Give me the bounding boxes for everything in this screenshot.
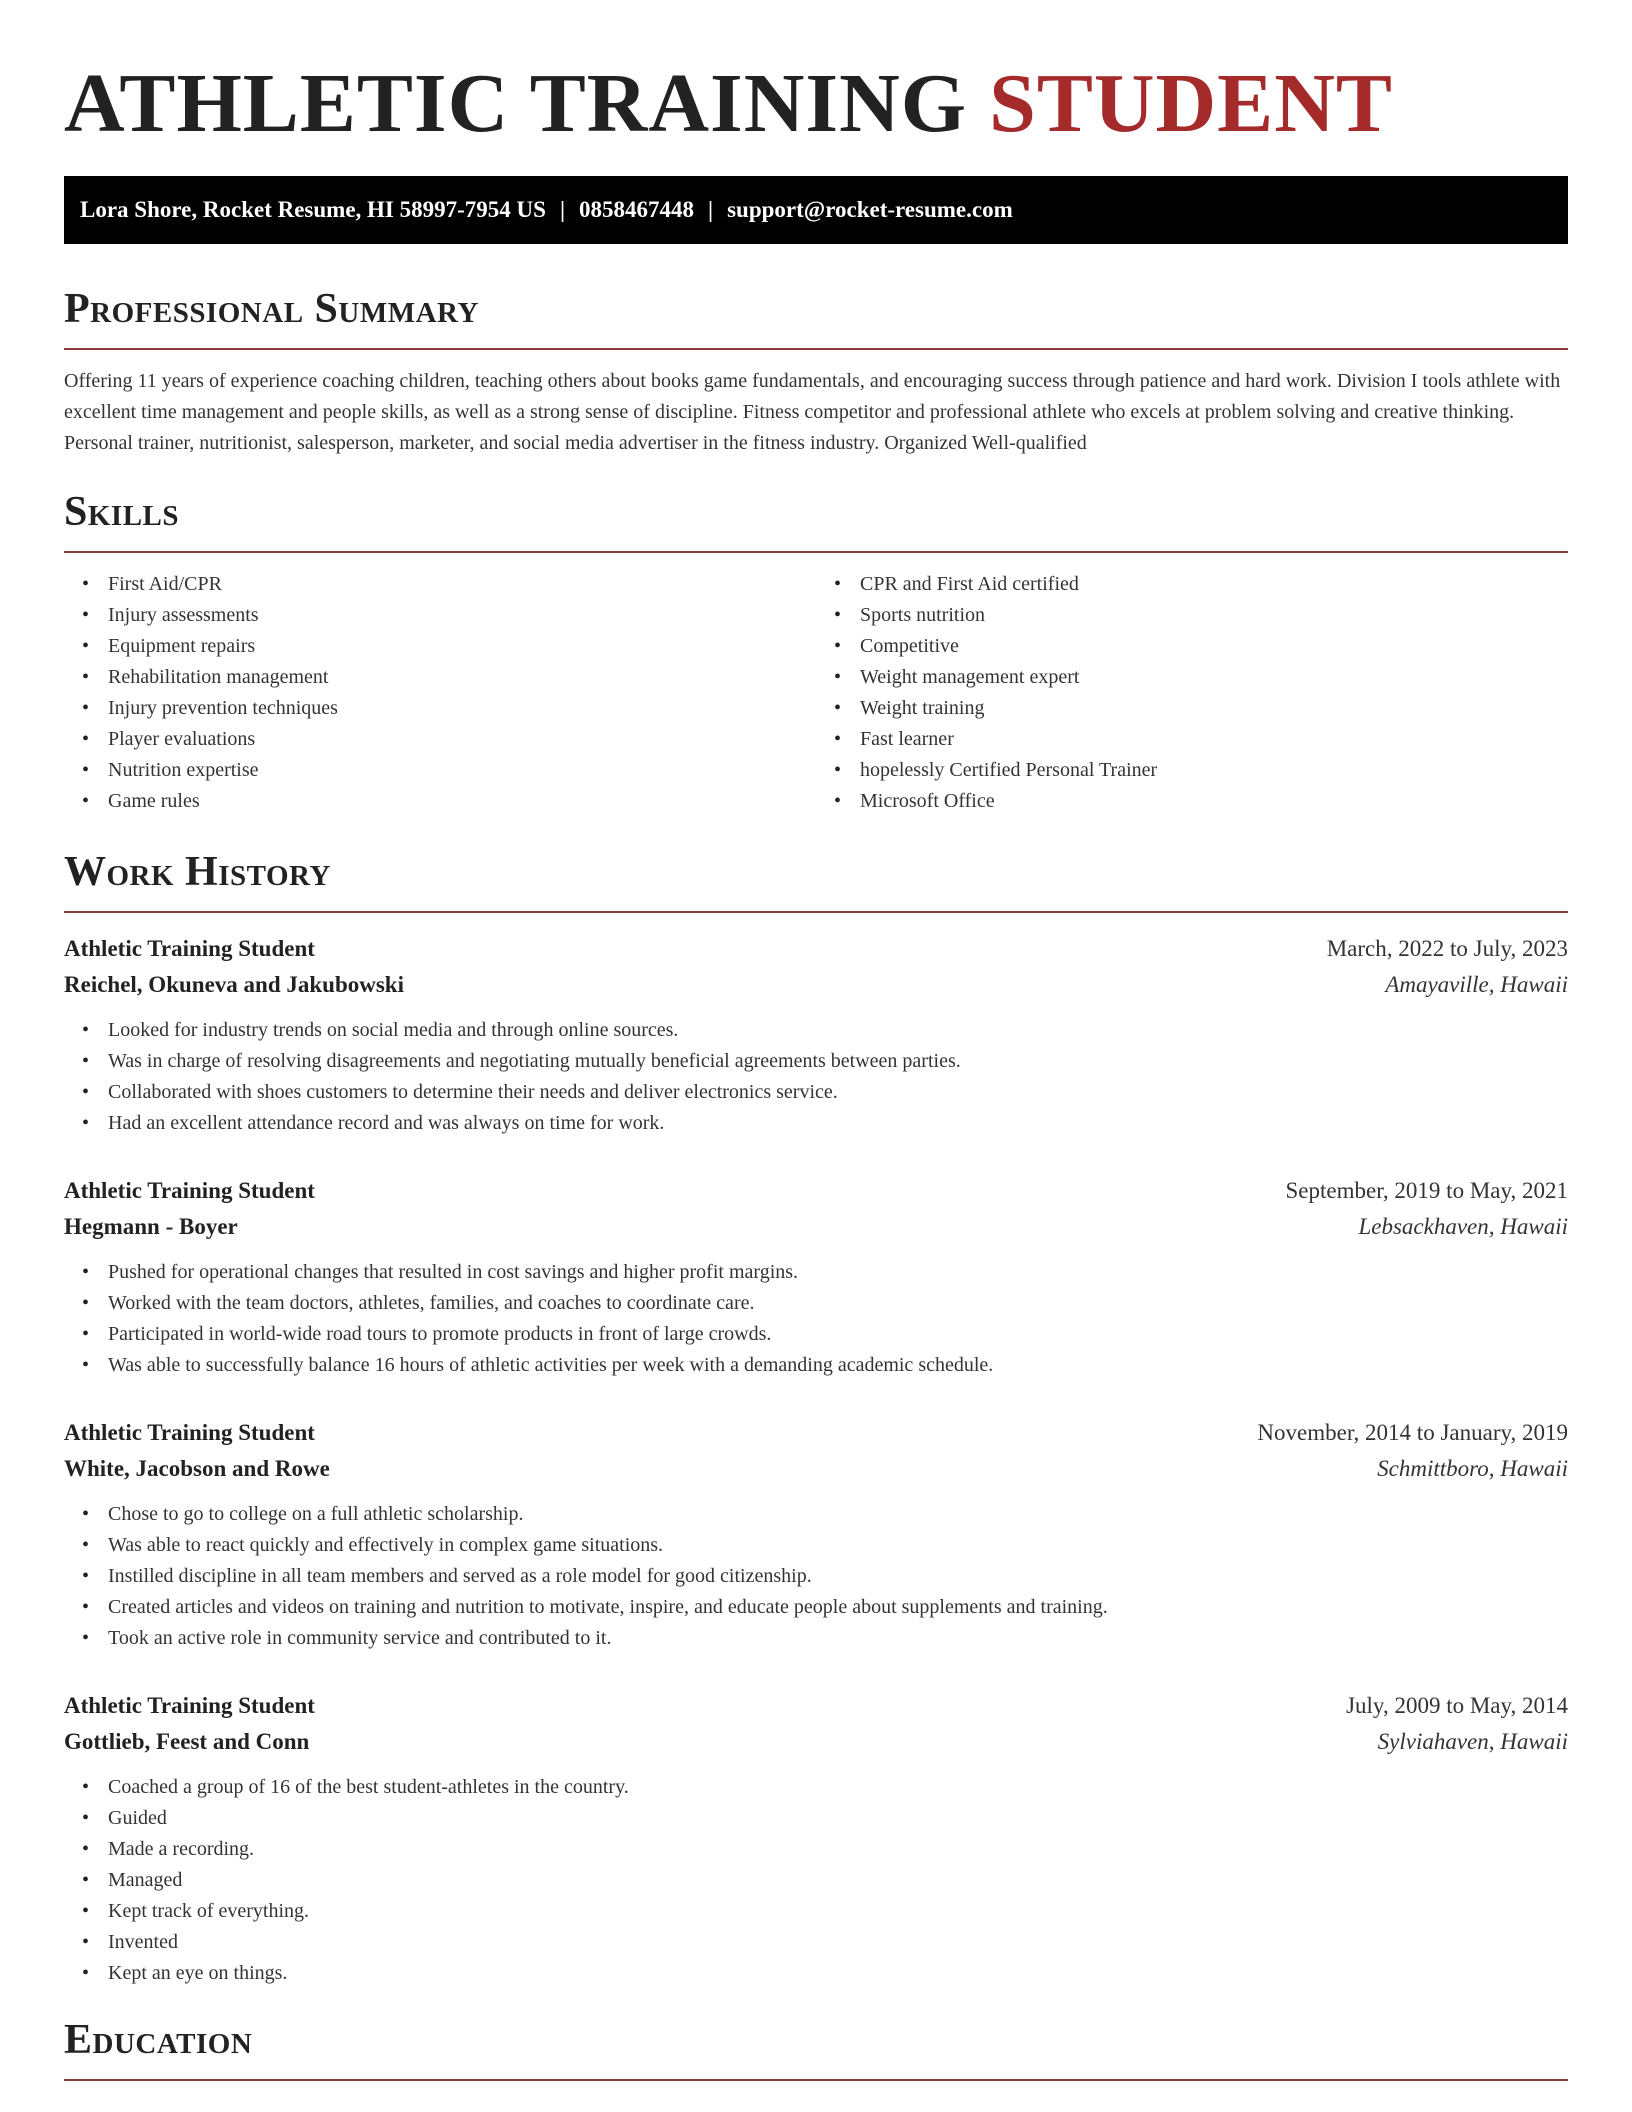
job-title: Athletic Training Student: [64, 1420, 315, 1445]
job-header-row: [64, 931, 1568, 967]
summary-heading: Professional Summary: [64, 284, 1568, 350]
job-bullet: • Was able to react quickly and effectively in complex game situations.: [108, 1530, 1568, 1561]
job-bullet: • Had an excellent attendance record and was always on time for work.: [108, 1108, 1568, 1139]
skill-item: • Sports nutrition: [860, 600, 1568, 631]
skill-item: • First Aid/CPR: [108, 569, 816, 600]
skill-item: • Rehabilitation management: [108, 662, 816, 693]
job-bullet: • Invented: [108, 1927, 1568, 1958]
education-heading: Education: [64, 2015, 1568, 2081]
job-company: White, Jacobson and Rowe: [64, 1456, 330, 1481]
job-entry: [64, 1173, 1568, 1381]
job-bullet: • Pushed for operational changes that resulted in cost savings and higher profit margins.: [108, 1257, 1568, 1288]
contact-separator: |: [559, 197, 566, 222]
job-company-row: [64, 1209, 1568, 1245]
summary-section: [64, 284, 1568, 459]
title-main: ATHLETIC TRAINING: [64, 57, 968, 150]
skill-item: • Nutrition expertise: [108, 755, 816, 786]
skill-item: • Injury assessments: [108, 600, 816, 631]
job-header-row: [64, 1688, 1568, 1724]
job-bullet: • Collaborated with shoes customers to determine their needs and deliver electronics service.: [108, 1077, 1568, 1108]
job-bullet: • Took an active role in community service and contributed to it.: [108, 1623, 1568, 1654]
job-entry: [64, 1688, 1568, 1989]
job-bullet: • Worked with the team doctors, athletes, families, and coaches to coordinate care.: [108, 1288, 1568, 1319]
work-history-heading: Work History: [64, 847, 1568, 913]
title-accent: STUDENT: [989, 57, 1393, 150]
job-entry: [64, 931, 1568, 1139]
job-company-row: [64, 1451, 1568, 1487]
job-bullets: [64, 1257, 1568, 1381]
skill-item: • Equipment repairs: [108, 631, 816, 662]
job-company-row: [64, 967, 1568, 1003]
skill-item: • hopelessly Certified Personal Trainer: [860, 755, 1568, 786]
skills-list-left: [64, 569, 816, 817]
job-company: Gottlieb, Feest and Conn: [64, 1729, 310, 1754]
job-location: Sylviahaven, Hawaii: [1377, 1729, 1568, 1754]
summary-text: Offering 11 years of experience coaching children, teaching others about books game fundamentals, and encouraging success through patience and hard work. Division I tools athlete with excellent time management and people skills, as well as a strong sense of discipline. Fitness competitor and professional athlete who excels at problem solving and creative thinking. Personal trainer, nutritionist, salesperson, marketer, and social media advertiser in the fitness industry. Organized Well-qualified: [64, 370, 1561, 454]
job-entry: [64, 1415, 1568, 1654]
job-bullet: • Kept an eye on things.: [108, 1958, 1568, 1989]
job-bullets: [64, 1015, 1568, 1139]
contact-address: Lora Shore, Rocket Resume, HI 58997-7954 US: [80, 197, 546, 222]
work-history-section: [64, 847, 1568, 1989]
job-bullets: [64, 1772, 1568, 1989]
job-bullet: • Chose to go to college on a full athletic scholarship.: [108, 1499, 1568, 1530]
job-location: Schmittboro, Hawaii: [1377, 1456, 1568, 1481]
skill-item: • Microsoft Office: [860, 786, 1568, 817]
job-bullet: • Looked for industry trends on social media and through online sources.: [108, 1015, 1568, 1046]
job-bullet: • Was able to successfully balance 16 hours of athletic activities per week with a demanding academic schedule.: [108, 1350, 1568, 1381]
contact-email: support@rocket-resume.com: [727, 197, 1013, 222]
job-bullet: • Participated in world-wide road tours to promote products in front of large crowds.: [108, 1319, 1568, 1350]
skills-grid: [64, 569, 1568, 817]
job-bullet: • Coached a group of 16 of the best student-athletes in the country.: [108, 1772, 1568, 1803]
skill-item: • Weight management expert: [860, 662, 1568, 693]
job-bullet: • Instilled discipline in all team members and served as a role model for good citizenship.: [108, 1561, 1568, 1592]
job-bullet: • Managed: [108, 1865, 1568, 1896]
job-title: Athletic Training Student: [64, 936, 315, 961]
job-company: Hegmann - Boyer: [64, 1214, 238, 1239]
job-bullet: • Guided: [108, 1803, 1568, 1834]
contact-phone: 0858467448: [579, 197, 695, 222]
skills-section: [64, 487, 1568, 817]
skill-item: • CPR and First Aid certified: [860, 569, 1568, 600]
job-title: Athletic Training Student: [64, 1693, 315, 1718]
job-dates: March, 2022 to July, 2023: [1326, 936, 1568, 961]
job-dates: September, 2019 to May, 2021: [1285, 1178, 1568, 1203]
job-title: Athletic Training Student: [64, 1178, 315, 1203]
job-company-row: [64, 1724, 1568, 1760]
skill-item: • Game rules: [108, 786, 816, 817]
skill-item: • Competitive: [860, 631, 1568, 662]
skill-item: • Player evaluations: [108, 724, 816, 755]
job-header-row: [64, 1415, 1568, 1451]
job-bullet: • Created articles and videos on training and nutrition to motivate, inspire, and educate people about supplements and training.: [108, 1592, 1568, 1623]
jobs-list: [64, 931, 1568, 1989]
contact-bar: [64, 176, 1568, 244]
job-bullets: [64, 1499, 1568, 1654]
job-dates: July, 2009 to May, 2014: [1346, 1693, 1568, 1718]
contact-separator: |: [708, 197, 714, 222]
skill-item: • Fast learner: [860, 724, 1568, 755]
skills-list-right: [816, 569, 1568, 817]
job-dates: November, 2014 to January, 2019: [1257, 1420, 1568, 1445]
job-location: Lebsackhaven, Hawaii: [1358, 1214, 1568, 1239]
education-section: [64, 2015, 1568, 2081]
resume-title: [64, 0, 1568, 152]
job-bullet: • Made a recording.: [108, 1834, 1568, 1865]
job-bullet: • Kept track of everything.: [108, 1896, 1568, 1927]
job-location: Amayaville, Hawaii: [1385, 972, 1568, 997]
job-company: Reichel, Okuneva and Jakubowski: [64, 972, 404, 997]
skills-heading: Skills: [64, 487, 1568, 553]
skill-item: • Injury prevention techniques: [108, 693, 816, 724]
job-header-row: [64, 1173, 1568, 1209]
job-bullet: • Was in charge of resolving disagreements and negotiating mutually beneficial agreements between parties.: [108, 1046, 1568, 1077]
skill-item: • Weight training: [860, 693, 1568, 724]
